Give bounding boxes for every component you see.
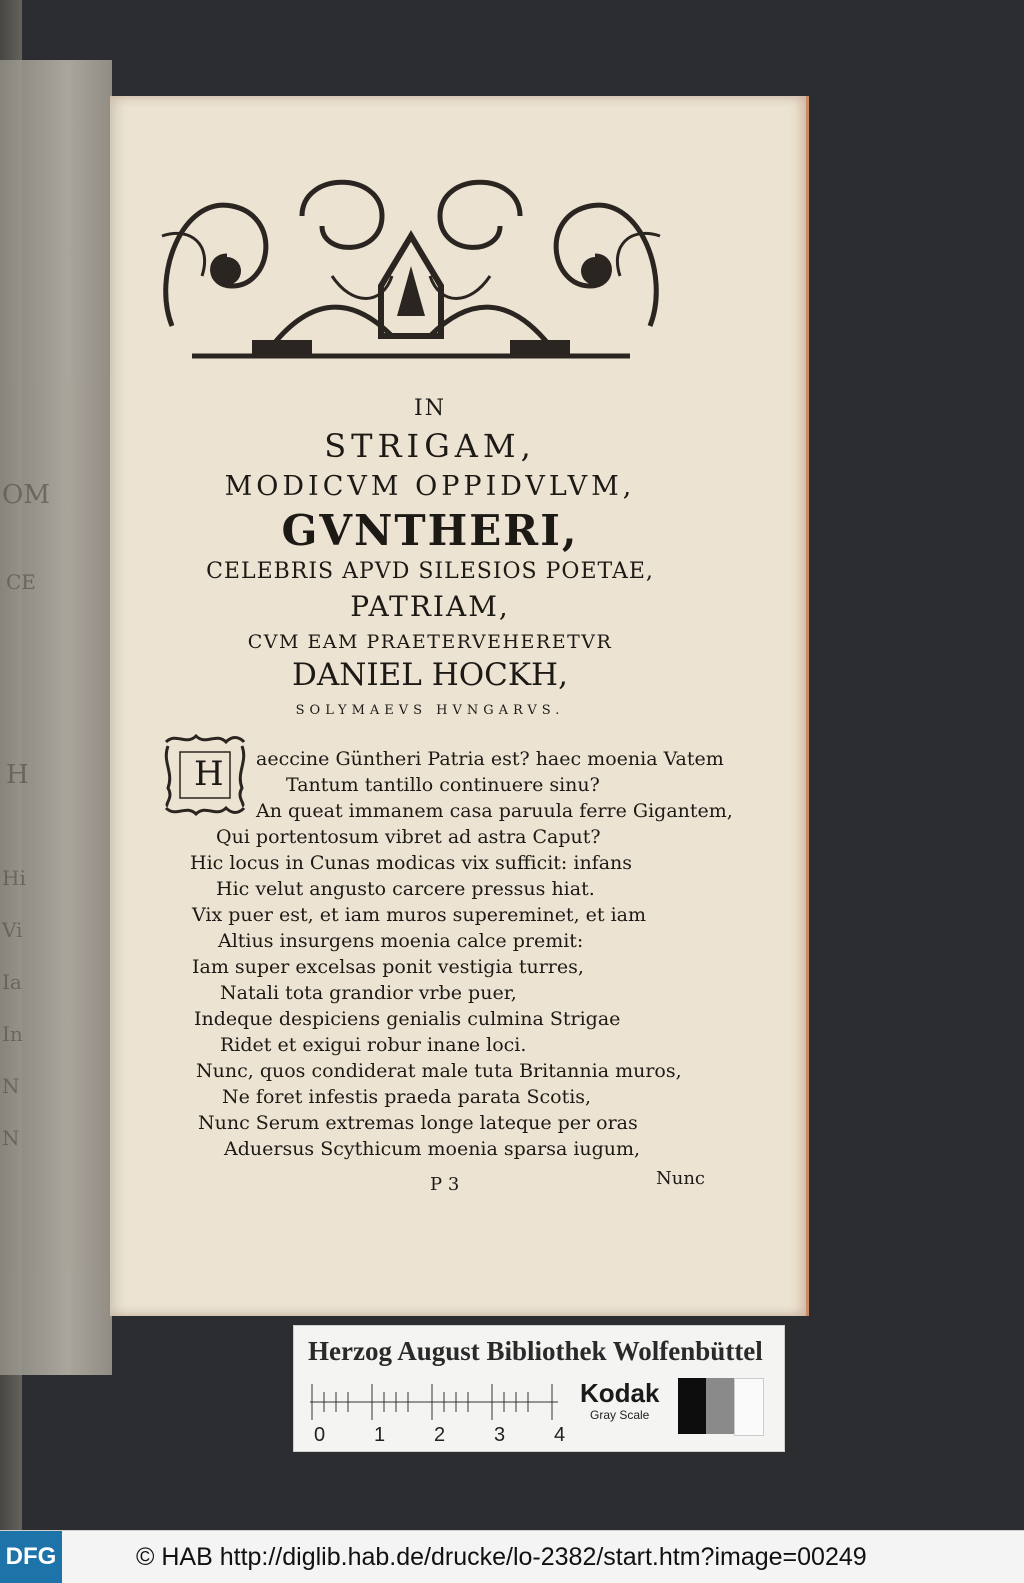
bleed-text: N xyxy=(2,1074,20,1098)
footer-bar xyxy=(0,1530,1024,1583)
title-strigam: STRIGAM, xyxy=(324,427,536,465)
ruler-number: 0 xyxy=(314,1424,326,1446)
title-modicum: MODICVM OPPIDVLVM, xyxy=(224,471,636,502)
ruler-number: 3 xyxy=(494,1424,506,1446)
library-name: Herzog August Bibliothek Wolfenbüttel xyxy=(308,1336,763,1366)
title-in: IN xyxy=(414,396,446,421)
dfg-logo: DFG xyxy=(0,1531,62,1583)
title-origin: SOLYMAEVS HVNGARVS. xyxy=(295,703,565,718)
book-page xyxy=(110,96,809,1316)
poem-line: Aduersus Scythicum moenia sparsa iugum, xyxy=(224,1138,641,1160)
gray-patch-mid xyxy=(706,1378,734,1434)
poem-line: Altius insurgens moenia calce premit: xyxy=(218,930,584,952)
poem-line: Indeque despiciens genialis culmina Strigae xyxy=(194,1008,621,1030)
poem-line: Hic locus in Cunas modicas vix sufficit: infans xyxy=(190,852,633,874)
source-url[interactable]: © HAB http://diglib.hab.de/drucke/lo-2382/start.htm?image=00249 xyxy=(136,1543,867,1571)
bleed-text: Hi xyxy=(2,866,26,890)
poem-line: Vix puer est, et iam muros supereminet, et iam xyxy=(192,904,646,926)
bleed-text: H xyxy=(6,760,29,790)
catchword: Nunc xyxy=(656,1168,706,1189)
kodak-logo: Kodak xyxy=(580,1378,660,1408)
ruler-number: 1 xyxy=(374,1424,386,1446)
bleed-text: Vi xyxy=(2,918,23,942)
ruler-number: 4 xyxy=(554,1424,566,1446)
decorated-initial xyxy=(162,732,248,818)
poem-line: Iam super excelsas ponit vestigia turres, xyxy=(192,956,584,978)
title-celebris: CELEBRIS APVD SILESIOS POETAE, xyxy=(206,559,654,584)
bleed-text: Ia xyxy=(2,970,22,994)
poem-line: aeccine Güntheri Patria est? haec moenia Vatem xyxy=(256,748,724,770)
ruler-icon xyxy=(310,1382,558,1422)
bleed-text: N xyxy=(2,1126,20,1150)
gray-patch-white xyxy=(734,1378,764,1436)
title-cum: CVM EAM PRAETERVEHERETVR xyxy=(247,631,613,653)
poem-line: Ne foret infestis praeda parata Scotis, xyxy=(222,1086,592,1108)
poem-line: Nunc, quos condiderat male tuta Britannia muros, xyxy=(196,1060,682,1082)
poem-line: Ridet et exigui robur inane loci. xyxy=(220,1034,527,1056)
ruler-number: 2 xyxy=(434,1424,446,1446)
poem-line: Natali tota grandior vrbe puer, xyxy=(220,982,517,1004)
bleed-text: OM xyxy=(2,480,50,510)
bleed-text: CE xyxy=(6,570,36,594)
poem-line: Tantum tantillo continuere sinu? xyxy=(286,774,600,796)
title-guntheri: GVNTHERI, xyxy=(281,506,579,555)
title-patriam: PATRIAM, xyxy=(350,590,510,623)
signature-mark: P 3 xyxy=(430,1174,460,1195)
gray-scale-label: Gray Scale xyxy=(590,1408,650,1422)
headpiece-ornament-icon xyxy=(152,176,670,366)
poem-line: Hic velut angusto carcere pressus hiat. xyxy=(216,878,595,900)
facing-page xyxy=(0,60,112,1375)
poem-line: Nunc Serum extremas longe lateque per oras xyxy=(198,1112,638,1134)
poem-line: An queat immanem casa paruula ferre Gigantem, xyxy=(256,800,733,822)
initial-letter: H xyxy=(194,754,224,794)
title-block xyxy=(110,396,710,718)
title-author: DANIEL HOCKH, xyxy=(292,657,568,693)
bleed-text: In xyxy=(2,1022,23,1046)
poem-line: Qui portentosum vibret ad astra Caput? xyxy=(216,826,601,848)
scan-color-bar xyxy=(293,1325,785,1452)
gray-patch-black xyxy=(678,1378,706,1434)
